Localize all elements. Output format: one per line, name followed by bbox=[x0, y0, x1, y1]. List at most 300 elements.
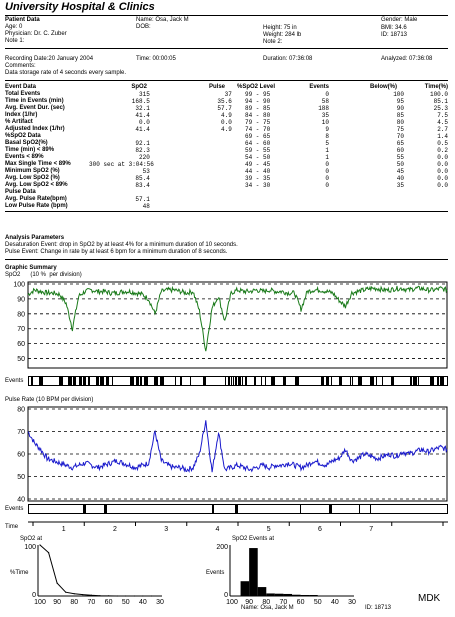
patient-dob: DOB: bbox=[136, 24, 151, 30]
event-mark bbox=[100, 377, 104, 385]
event-mark bbox=[370, 377, 374, 385]
table-cell: 53 bbox=[142, 168, 150, 175]
table-row bbox=[370, 126, 448, 133]
table-cell: 37 bbox=[224, 91, 232, 98]
event-mark bbox=[261, 377, 262, 385]
event-mark bbox=[359, 505, 360, 513]
event-mark bbox=[106, 377, 109, 385]
pulse-tick-label: 70 bbox=[17, 429, 25, 436]
hist-x-tick-label: 90 bbox=[245, 599, 254, 604]
table-cell: 95 bbox=[396, 98, 404, 105]
table-cell: 34 - 30 bbox=[245, 182, 271, 189]
event-mark bbox=[140, 377, 142, 385]
table-cell: 220 bbox=[139, 154, 150, 161]
table-cell: %SpO2 Data bbox=[5, 133, 41, 139]
footer-id: ID: 18713 bbox=[365, 605, 392, 611]
table-cell: 1.4 bbox=[437, 133, 448, 140]
spo2-time-point bbox=[39, 544, 40, 545]
pulse-tick-label: 60 bbox=[17, 451, 25, 459]
event-mark bbox=[144, 377, 148, 385]
table-cell: Avg. Low SpO2 (%) bbox=[5, 175, 60, 181]
table-row bbox=[5, 203, 232, 210]
spo2-events-bar bbox=[283, 594, 292, 596]
table-cell: 0.0 bbox=[437, 154, 448, 161]
event-mark bbox=[265, 377, 266, 385]
table-row bbox=[245, 91, 329, 98]
table-row bbox=[370, 175, 448, 182]
table-cell: 45 bbox=[396, 168, 404, 175]
left-hist-ylabel: %Time bbox=[10, 570, 29, 576]
comments-label: Comments: bbox=[5, 63, 36, 69]
table-cell: Avg. Event Dur. (sec) bbox=[5, 105, 65, 111]
spo2-time-point bbox=[74, 593, 75, 594]
hist-y-tick-label: 100 bbox=[24, 544, 36, 551]
spo2-events-bar bbox=[309, 595, 318, 596]
patient-data-label: Patient Data bbox=[5, 17, 40, 23]
table-cell: 5 bbox=[325, 140, 329, 147]
table-cell: Basal SpO2(%) bbox=[5, 140, 48, 146]
table-cell: 1 bbox=[325, 154, 329, 161]
event-mark bbox=[79, 377, 82, 385]
spo2-tick-label: 70 bbox=[17, 326, 25, 334]
table-row bbox=[5, 189, 232, 196]
table-cell: 85.1 bbox=[433, 98, 448, 105]
spo2-time-histogram bbox=[22, 542, 172, 604]
spo2-time-point bbox=[142, 595, 143, 596]
table-cell: 74 - 70 bbox=[245, 126, 271, 133]
table-cell: 0 bbox=[325, 91, 329, 98]
pulse-tick-label: 50 bbox=[17, 474, 25, 481]
spo2-events-histogram bbox=[214, 542, 364, 604]
table-cell: 57.1 bbox=[135, 196, 150, 203]
table-cell: Avg. Low SpO2 < 89% bbox=[5, 182, 68, 188]
pulse-series-line bbox=[28, 420, 447, 472]
right-hist-title: SpO2 Events at bbox=[232, 536, 275, 542]
table-cell: 94 - 90 bbox=[245, 98, 271, 105]
patient-name: Name: Osa, Jack M bbox=[136, 17, 189, 23]
event-mark bbox=[88, 377, 90, 385]
table-cell: 92.1 bbox=[135, 140, 150, 147]
spo2-trend-chart bbox=[5, 280, 450, 370]
table-cell bbox=[154, 133, 232, 140]
spo2-time-point bbox=[125, 595, 126, 596]
note-2: Note 2: bbox=[263, 39, 283, 45]
event-mark bbox=[391, 377, 394, 385]
table-row bbox=[370, 168, 448, 175]
table-row bbox=[245, 168, 329, 175]
time-tick-label: 7 bbox=[369, 526, 374, 533]
table-cell bbox=[83, 189, 154, 196]
table-cell: 44 - 40 bbox=[245, 168, 271, 175]
time-pct-header: Time(%) bbox=[424, 84, 448, 90]
event-mark bbox=[300, 505, 301, 513]
spo2-time-point bbox=[108, 595, 109, 596]
event-mark bbox=[203, 377, 206, 385]
table-row bbox=[245, 161, 329, 168]
table-cell: 0 bbox=[325, 175, 329, 182]
table-cell: 54 - 50 bbox=[245, 154, 271, 161]
spo2-time-point bbox=[117, 595, 118, 596]
spo2-header: SpO2 bbox=[131, 84, 147, 90]
event-mark bbox=[370, 505, 371, 513]
hist-x-tick-label: 100 bbox=[226, 599, 238, 604]
table-cell: 8 bbox=[325, 133, 329, 140]
table-cell: 300 sec at 3:04:56 bbox=[89, 161, 154, 168]
table-cell: 0.0 bbox=[437, 161, 448, 168]
table-cell: 25.3 bbox=[433, 105, 448, 112]
event-data-rows bbox=[5, 91, 232, 210]
spo2-series-line bbox=[28, 286, 447, 351]
event-mark bbox=[321, 377, 324, 385]
table-cell: Minimum SpO2 (%) bbox=[5, 168, 60, 174]
spo2-level-rows bbox=[245, 91, 329, 189]
divider-2 bbox=[5, 80, 448, 81]
table-row bbox=[245, 175, 329, 182]
table-row bbox=[5, 182, 232, 189]
event-mark bbox=[331, 377, 332, 385]
table-cell bbox=[154, 196, 232, 203]
table-cell: % Artifact bbox=[5, 119, 33, 125]
divider-4 bbox=[5, 259, 448, 260]
table-cell: 40 bbox=[396, 175, 404, 182]
event-mark bbox=[96, 377, 99, 385]
hist-y-tick-label: 200 bbox=[216, 544, 228, 551]
spo2-events-bar bbox=[301, 595, 310, 596]
spo2-time-point bbox=[48, 552, 49, 553]
analyzed-time: Analyzed: 07:36:08 bbox=[381, 56, 433, 62]
table-row bbox=[245, 140, 329, 147]
below-header: Below(%) bbox=[370, 84, 397, 90]
table-cell: 41.4 bbox=[135, 126, 150, 133]
below-table bbox=[370, 84, 448, 91]
event-mark bbox=[233, 377, 234, 385]
hist-x-tick-label: 50 bbox=[121, 599, 130, 604]
right-hist-ylabel: Events bbox=[206, 570, 225, 576]
table-row bbox=[5, 126, 232, 133]
hist-x-tick-label: 40 bbox=[138, 599, 147, 604]
below-rows bbox=[370, 91, 448, 189]
table-cell: 35 bbox=[321, 112, 329, 119]
table-cell bbox=[83, 133, 154, 140]
table-row bbox=[370, 91, 448, 98]
table-cell bbox=[154, 168, 232, 175]
table-row bbox=[5, 105, 232, 112]
table-header-row bbox=[237, 84, 329, 91]
graphic-summary-title: Graphic Summary bbox=[5, 265, 57, 271]
table-cell: Time in Events (min) bbox=[5, 98, 64, 104]
divider-1 bbox=[5, 48, 448, 49]
spo2-level-table bbox=[237, 84, 329, 91]
table-cell: 4.9 bbox=[221, 126, 232, 133]
time-tick-label: 6 bbox=[318, 526, 322, 533]
table-cell bbox=[154, 189, 232, 196]
table-cell: 4.9 bbox=[221, 112, 232, 119]
table-cell: 4.5 bbox=[437, 119, 448, 126]
table-row bbox=[370, 112, 448, 119]
time-tick-label: 1 bbox=[61, 526, 66, 533]
table-row bbox=[5, 98, 232, 105]
event-mark bbox=[130, 377, 134, 385]
recording-time: Time: 00:00:05 bbox=[136, 56, 176, 62]
table-cell: Pulse Data bbox=[5, 189, 36, 195]
hist-x-tick-label: 50 bbox=[313, 599, 322, 604]
spo2-events-bar bbox=[292, 595, 301, 596]
hist-x-tick-label: 70 bbox=[87, 599, 96, 604]
spo2-tick-label: 90 bbox=[17, 296, 25, 304]
spo2-time-point bbox=[151, 595, 152, 596]
spo2-tick-label: 50 bbox=[17, 356, 25, 364]
hist-x-tick-label: 90 bbox=[53, 599, 62, 604]
event-data-table bbox=[5, 84, 225, 91]
table-cell: 85 bbox=[396, 112, 404, 119]
table-cell: 41.4 bbox=[135, 112, 150, 119]
event-data-header: Event Data bbox=[5, 84, 37, 90]
table-cell: 2.7 bbox=[437, 126, 448, 133]
event-mark bbox=[112, 377, 113, 385]
hist-x-tick-label: 80 bbox=[70, 599, 79, 604]
event-mark bbox=[326, 377, 329, 385]
table-cell: 1 bbox=[325, 147, 329, 154]
table-cell: 84 - 80 bbox=[245, 112, 271, 119]
patient-age: Age: 0 bbox=[5, 24, 23, 30]
event-mark bbox=[235, 377, 237, 385]
recording-date: Recording Date:20 January 2004 bbox=[5, 56, 94, 62]
events-header: Events bbox=[309, 84, 329, 90]
pulse-header: Pulse bbox=[208, 84, 225, 90]
event-mark bbox=[238, 377, 241, 385]
spo2-time-point bbox=[91, 595, 92, 596]
table-cell: 50 bbox=[396, 161, 404, 168]
table-cell: Adjusted Index (1/hr) bbox=[5, 126, 65, 132]
event-mark bbox=[175, 377, 176, 385]
table-cell: 75 bbox=[396, 126, 404, 133]
event-mark bbox=[245, 377, 247, 385]
event-mark bbox=[295, 377, 299, 385]
time-axis bbox=[28, 518, 448, 536]
event-mark bbox=[136, 377, 139, 385]
spo2-time-point bbox=[82, 594, 83, 595]
pulse-graph-label: Pulse Rate (10 BPM per division) bbox=[5, 397, 94, 403]
event-mark bbox=[235, 505, 238, 513]
table-cell: Events < 89% bbox=[5, 154, 44, 160]
event-mark bbox=[73, 377, 76, 385]
table-cell: 32.1 bbox=[135, 105, 150, 112]
table-cell: 83.4 bbox=[135, 182, 150, 189]
spo2-tick-label: 60 bbox=[17, 341, 25, 349]
spo2-events-bar bbox=[275, 594, 284, 596]
table-cell: 60 bbox=[396, 147, 404, 154]
table-cell: Time (min) < 89% bbox=[5, 147, 55, 153]
table-cell: 0.0 bbox=[221, 119, 232, 126]
table-row bbox=[245, 112, 329, 119]
table-row bbox=[5, 91, 232, 98]
spo2-time-point bbox=[65, 592, 66, 593]
event-mark bbox=[228, 377, 230, 385]
note-1: Note 1: bbox=[5, 38, 25, 44]
table-cell: 9 bbox=[325, 126, 329, 133]
table-row bbox=[370, 133, 448, 140]
table-cell: 10 bbox=[321, 119, 329, 126]
table-cell: 69 - 65 bbox=[245, 133, 271, 140]
table-cell: 0.0 bbox=[139, 119, 150, 126]
table-cell: Total Events bbox=[5, 91, 41, 97]
hist-y-tick-label: 0 bbox=[224, 592, 228, 599]
table-cell: 58 bbox=[321, 98, 329, 105]
table-row bbox=[245, 182, 329, 189]
table-row bbox=[370, 147, 448, 154]
table-cell: 0.0 bbox=[437, 168, 448, 175]
table-cell: 168.5 bbox=[131, 98, 150, 105]
event-mark bbox=[160, 377, 164, 385]
table-cell: 79 - 75 bbox=[245, 119, 271, 126]
footer-initials: MDK bbox=[418, 593, 441, 604]
table-cell: 55 bbox=[396, 154, 404, 161]
patient-id: ID: 18713 bbox=[381, 32, 408, 38]
hist-y-tick-label: 0 bbox=[32, 592, 36, 599]
spo2-frame bbox=[28, 282, 447, 368]
hist-x-tick-label: 60 bbox=[296, 599, 305, 604]
hist-x-tick-label: 40 bbox=[330, 599, 339, 604]
event-mark bbox=[430, 377, 434, 385]
table-cell: 90 bbox=[396, 105, 404, 112]
table-cell: Max Single Time < 89% bbox=[5, 161, 71, 167]
table-cell: 89 - 85 bbox=[245, 105, 271, 112]
table-row bbox=[5, 196, 232, 203]
time-tick-label: 2 bbox=[113, 526, 117, 533]
event-mark bbox=[31, 377, 33, 385]
spo2-events-bar bbox=[241, 581, 250, 596]
table-cell: Index (1/hr) bbox=[5, 112, 38, 118]
analysis-title: Analysis Parameters bbox=[5, 235, 65, 241]
table-cell: 48 bbox=[142, 203, 150, 210]
table-row bbox=[245, 119, 329, 126]
patient-height: Height: 75 in bbox=[263, 25, 297, 31]
table-header-row bbox=[370, 84, 448, 91]
event-mark bbox=[39, 377, 43, 385]
spo2-graph-label: SpO2 (10 % per division) bbox=[5, 272, 82, 278]
table-row bbox=[370, 105, 448, 112]
patient-weight: Weight: 284 lb bbox=[263, 32, 302, 38]
table-cell: 0.5 bbox=[437, 140, 448, 147]
table-cell bbox=[154, 182, 232, 189]
table-row bbox=[5, 140, 232, 147]
table-cell bbox=[154, 203, 232, 210]
hist-x-tick-label: 30 bbox=[348, 599, 356, 604]
event-mark bbox=[271, 377, 275, 385]
table-cell: 39 - 35 bbox=[245, 175, 271, 182]
table-row bbox=[245, 133, 329, 140]
spo2-time-curve bbox=[40, 545, 151, 596]
table-row bbox=[5, 147, 232, 154]
event-mark bbox=[231, 377, 232, 385]
table-cell: 0 bbox=[325, 161, 329, 168]
event-mark bbox=[418, 377, 419, 385]
table-row bbox=[245, 105, 329, 112]
table-row bbox=[5, 112, 232, 119]
table-cell: 100.0 bbox=[429, 91, 448, 98]
time-label: Time bbox=[5, 524, 19, 530]
table-cell: 0.2 bbox=[437, 147, 448, 154]
table-row bbox=[5, 161, 232, 168]
event-mark bbox=[382, 377, 383, 385]
event-mark bbox=[59, 377, 63, 385]
table-row bbox=[370, 98, 448, 105]
event-mark bbox=[376, 377, 377, 385]
comment-text: Data storage rate of 4 seconds every sample. bbox=[5, 70, 127, 76]
recording-duration: Duration: 07:36:08 bbox=[263, 56, 313, 62]
physician: Physician: Dr. C. Zuber bbox=[5, 31, 67, 37]
event-mark bbox=[68, 377, 72, 385]
spo2-events-label: Events bbox=[5, 378, 24, 384]
spo2-time-point bbox=[99, 595, 100, 596]
table-cell: 70 bbox=[396, 133, 404, 140]
table-row bbox=[5, 133, 232, 140]
event-mark bbox=[440, 377, 444, 385]
table-row bbox=[370, 154, 448, 161]
patient-gender: Gender: Male bbox=[381, 17, 418, 23]
table-cell: 188 bbox=[318, 105, 329, 112]
table-cell: 82.3 bbox=[135, 147, 150, 154]
hist-x-tick-label: 60 bbox=[104, 599, 113, 604]
event-mark bbox=[358, 377, 362, 385]
desaturation-def: Desaturation Event: drop in SpO2 by at least 4% for a minimum duration of 10 seconds. bbox=[5, 242, 238, 248]
spo2-events-bar bbox=[249, 548, 258, 596]
table-cell bbox=[154, 147, 232, 154]
table-row bbox=[5, 168, 232, 175]
table-row bbox=[5, 175, 232, 182]
time-tick-label: 3 bbox=[164, 526, 169, 533]
event-mark bbox=[329, 505, 332, 513]
event-mark bbox=[410, 377, 412, 385]
event-mark bbox=[254, 377, 256, 385]
event-mark bbox=[154, 377, 158, 385]
table-cell: 64 - 60 bbox=[245, 140, 271, 147]
event-mark bbox=[180, 377, 182, 385]
table-cell bbox=[154, 154, 232, 161]
table-header-row bbox=[5, 84, 225, 91]
table-row bbox=[5, 154, 232, 161]
table-cell: 7.5 bbox=[437, 112, 448, 119]
event-mark bbox=[339, 377, 342, 385]
table-row bbox=[5, 119, 232, 126]
table-cell: 0.0 bbox=[437, 182, 448, 189]
hist-x-tick-label: 30 bbox=[156, 599, 164, 604]
spo2-time-point bbox=[134, 595, 135, 596]
pulse-event-def: Pulse Event: Change in rate by at least 6 bpm for a minimum duration of 8 seconds. bbox=[5, 249, 228, 255]
table-cell: 57.7 bbox=[217, 105, 232, 112]
spo2-events-strip bbox=[28, 375, 448, 387]
time-tick-label: 4 bbox=[215, 526, 220, 533]
header-rule bbox=[5, 15, 448, 16]
table-cell: 80 bbox=[396, 119, 404, 126]
footer-name: Name: Osa, Jack M bbox=[241, 605, 294, 611]
table-cell: 0 bbox=[325, 168, 329, 175]
time-tick-label: 5 bbox=[266, 526, 271, 533]
table-cell: 0 bbox=[325, 182, 329, 189]
table-cell: 100 bbox=[393, 91, 404, 98]
divider-3 bbox=[5, 211, 448, 212]
hist-x-tick-label: 100 bbox=[34, 599, 46, 604]
table-cell: 0.0 bbox=[437, 175, 448, 182]
event-mark bbox=[350, 377, 351, 385]
table-cell: 49 - 45 bbox=[245, 161, 271, 168]
pulse-events-label: Events bbox=[5, 506, 24, 512]
event-mark bbox=[190, 377, 191, 385]
table-row bbox=[245, 154, 329, 161]
event-mark bbox=[83, 505, 86, 513]
table-cell: Low Pulse Rate (bpm) bbox=[5, 203, 68, 209]
table-cell: 59 - 55 bbox=[245, 147, 271, 154]
